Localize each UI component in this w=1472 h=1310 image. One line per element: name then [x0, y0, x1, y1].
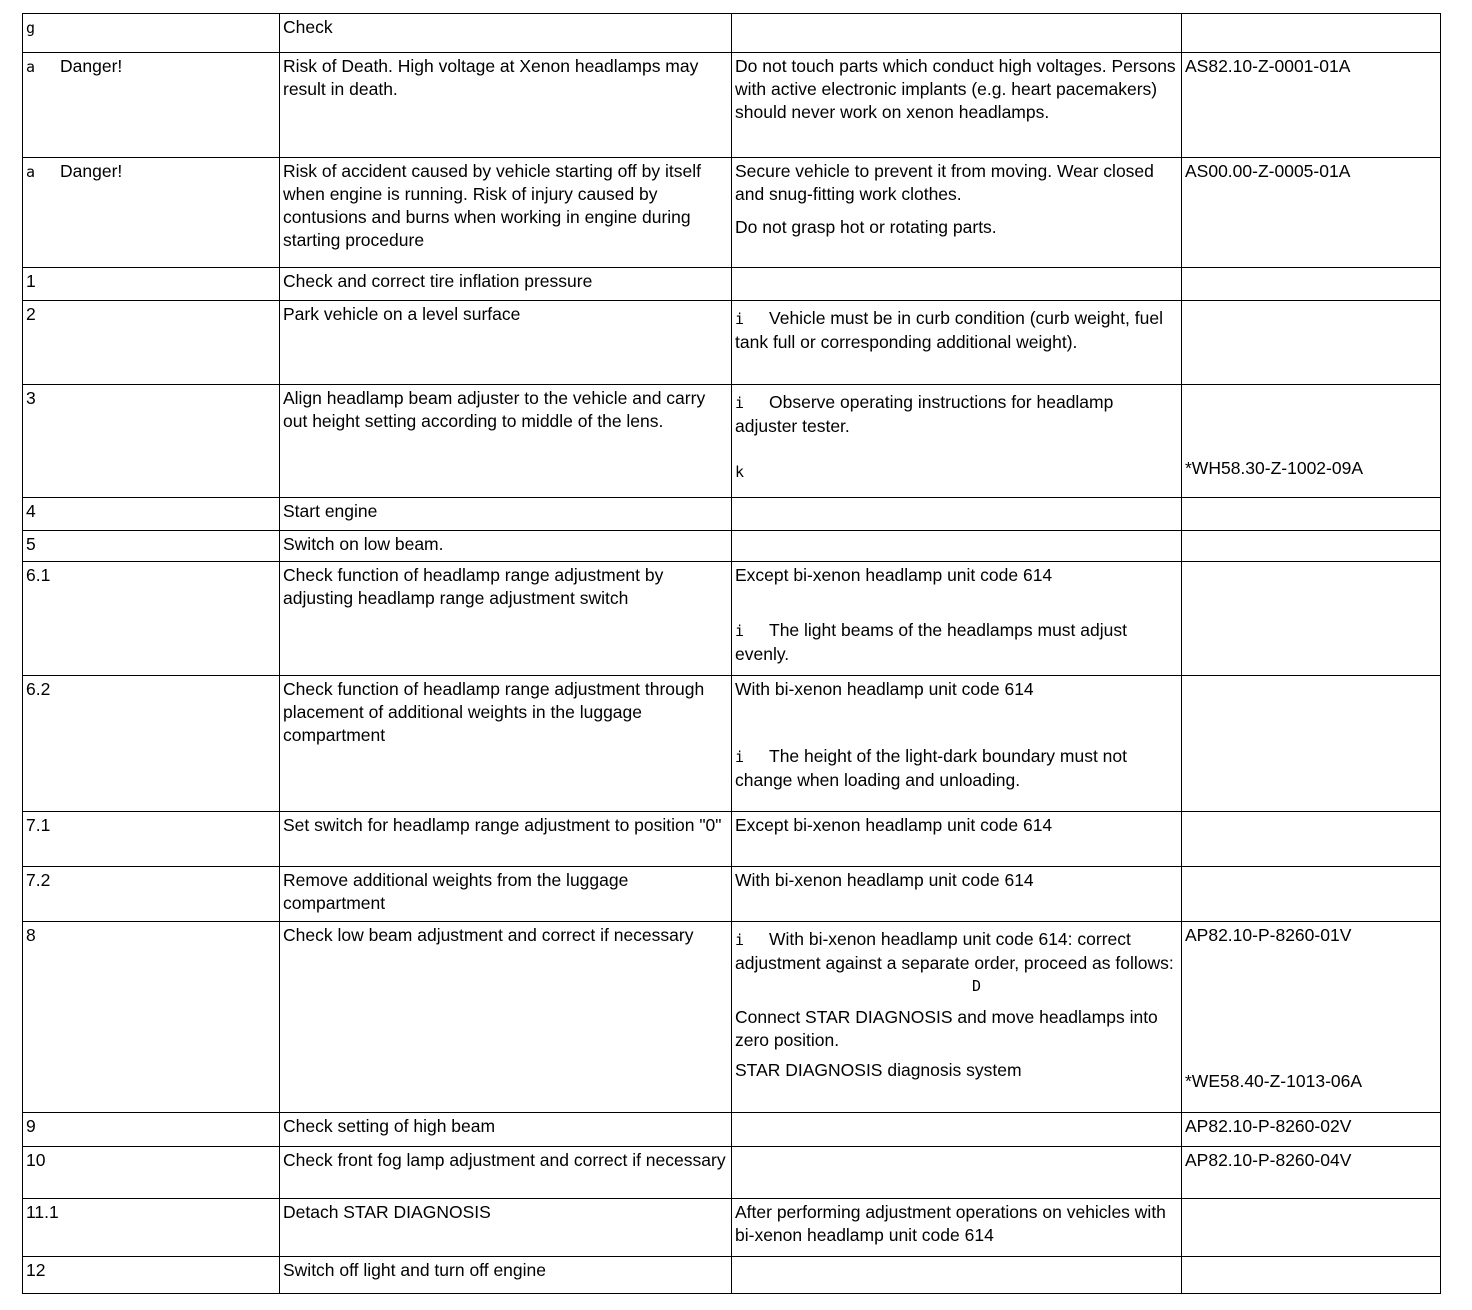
tool-icon: k — [735, 463, 745, 481]
table-row — [23, 268, 1441, 301]
diagnosis-icon: D — [971, 977, 982, 995]
step-number: 6.1 — [26, 565, 51, 585]
action-text: Start engine — [283, 501, 378, 521]
ref-cell — [1182, 1199, 1441, 1257]
action-text: Switch on low beam. — [283, 534, 444, 554]
info-text: The light beams of the headlamps must adjust evenly. — [735, 620, 1127, 664]
info-icon: i — [735, 622, 745, 640]
table-row — [23, 531, 1441, 562]
ref-cell — [1182, 498, 1441, 531]
info-text: Observe operating instructions for headlamp adjuster tester. — [735, 392, 1114, 436]
info-text: With bi-xenon headlamp unit code 614: correct adjustment against a separate order, proceed as follows: — [735, 929, 1174, 973]
action-cell — [280, 531, 732, 562]
notes-cell — [732, 812, 1182, 867]
action-text: Set switch for headlamp range adjustment to position "0" — [283, 815, 722, 835]
ref-cell — [1182, 676, 1441, 812]
danger-label: Danger! — [60, 56, 123, 76]
note-text: Connect STAR DIAGNOSIS and move headlamps into zero position. — [735, 1007, 1158, 1050]
ref-cell — [1182, 922, 1441, 1113]
table-row — [23, 1257, 1441, 1294]
info-icon: i — [735, 748, 745, 766]
step-cell — [23, 498, 280, 531]
action-cell — [280, 922, 732, 1113]
note-text: Do not grasp hot or rotating parts. — [735, 217, 997, 237]
info-icon: i — [735, 394, 745, 412]
ref-cell — [1182, 531, 1441, 562]
step-cell — [23, 922, 280, 1113]
action-cell — [280, 498, 732, 531]
step-cell — [23, 301, 280, 385]
info-icon: i — [735, 931, 745, 949]
ref-cell — [1182, 1147, 1441, 1199]
info-text: Vehicle must be in curb condition (curb weight, fuel tank full or corresponding additional weight). — [735, 308, 1163, 352]
ref-cell — [1182, 53, 1441, 158]
step-number: 11.1 — [26, 1202, 59, 1222]
notes-cell — [732, 1257, 1182, 1294]
step-cell — [23, 1113, 280, 1147]
step-number: 4 — [26, 501, 36, 521]
step-cell — [23, 53, 280, 158]
step-number: 8 — [26, 925, 36, 945]
step-cell — [23, 1199, 280, 1257]
action-cell — [280, 1147, 732, 1199]
header-title-cell — [280, 14, 732, 53]
action-cell — [280, 867, 732, 922]
note-text: After performing adjustment operations on vehicles with bi-xenon headlamp unit code 614 — [735, 1202, 1166, 1245]
header-empty-cell — [732, 14, 1182, 53]
table-row — [23, 385, 1441, 498]
info-icon: i — [735, 310, 745, 328]
action-cell — [280, 1199, 732, 1257]
step-cell — [23, 867, 280, 922]
notes-cell — [732, 385, 1182, 498]
table-row — [23, 562, 1441, 676]
notes-cell — [732, 562, 1182, 676]
notes-cell — [732, 1199, 1182, 1257]
action-cell — [280, 301, 732, 385]
ref-cell — [1182, 158, 1441, 268]
action-text: Check front fog lamp adjustment and correct if necessary — [283, 1150, 726, 1170]
reference-link[interactable]: AP82.10-P-8260-04V — [1185, 1150, 1352, 1170]
ref-cell — [1182, 268, 1441, 301]
step-cell — [23, 562, 280, 676]
step-number: 10 — [26, 1150, 46, 1170]
ref-cell — [1182, 301, 1441, 385]
step-cell — [23, 158, 280, 268]
action-cell — [280, 1113, 732, 1147]
step-number: 12 — [26, 1260, 46, 1280]
danger-label: Danger! — [60, 161, 123, 181]
action-text: Check setting of high beam — [283, 1116, 496, 1136]
note-text: Do not touch parts which conduct high voltages. Persons with active electronic implants (e.g. heart pacemakers) should never work on xenon headlamps. — [735, 56, 1176, 122]
notes-cell — [732, 268, 1182, 301]
step-cell — [23, 268, 280, 301]
action-cell — [280, 268, 732, 301]
action-text: Park vehicle on a level surface — [283, 304, 521, 324]
step-number: 6.2 — [26, 679, 51, 699]
table-row — [23, 1113, 1441, 1147]
notes-cell — [732, 922, 1182, 1113]
reference-link[interactable]: AP82.10-P-8260-01V — [1185, 925, 1352, 945]
table-row — [23, 53, 1441, 158]
step-cell — [23, 676, 280, 812]
table-row — [23, 301, 1441, 385]
header-symbol: g — [26, 19, 36, 37]
reference-link[interactable]: *WH58.30-Z-1002-09A — [1185, 458, 1363, 478]
action-text: Switch off light and turn off engine — [283, 1260, 547, 1280]
step-cell — [23, 385, 280, 498]
notes-cell — [732, 1113, 1182, 1147]
action-cell — [280, 158, 732, 268]
action-cell — [280, 676, 732, 812]
table-row — [23, 676, 1441, 812]
step-number: 2 — [26, 304, 36, 324]
action-cell — [280, 812, 732, 867]
header-empty-cell — [1182, 14, 1441, 53]
danger-icon: a — [26, 163, 36, 181]
note-text: STAR DIAGNOSIS diagnosis system — [735, 1060, 1022, 1080]
action-text: Check and correct tire inflation pressure — [283, 271, 593, 291]
reference-link[interactable]: *WE58.40-Z-1013-06A — [1185, 1071, 1363, 1091]
ref-cell — [1182, 867, 1441, 922]
step-cell — [23, 531, 280, 562]
ref-cell — [1182, 812, 1441, 867]
notes-cell — [732, 158, 1182, 268]
action-text: Check function of headlamp range adjustment by adjusting headlamp range adjustment switch — [283, 565, 664, 608]
action-text: Risk of accident caused by vehicle starting off by itself when engine is running. Risk of injury caused by contusions and burns when working in engine during starting procedure — [283, 161, 701, 250]
step-number: 7.1 — [26, 815, 51, 835]
table-header-row — [23, 14, 1441, 53]
step-cell — [23, 1147, 280, 1199]
step-cell — [23, 812, 280, 867]
action-text: Risk of Death. High voltage at Xenon headlamps may result in death. — [283, 56, 699, 99]
ref-cell — [1182, 1257, 1441, 1294]
action-cell — [280, 385, 732, 498]
table-row — [23, 498, 1441, 531]
note-text: Secure vehicle to prevent it from moving. Wear closed and snug-fitting work clothes. — [735, 161, 1154, 204]
ref-cell — [1182, 385, 1441, 498]
notes-cell — [732, 531, 1182, 562]
table-row — [23, 812, 1441, 867]
reference-link[interactable]: AP82.10-P-8260-02V — [1185, 1116, 1352, 1136]
ref-cell — [1182, 1113, 1441, 1147]
danger-icon: a — [26, 58, 36, 76]
header-symbol-cell — [23, 14, 280, 53]
action-text: Check function of headlamp range adjustment through placement of additional weights in the luggage compartment — [283, 679, 705, 745]
action-text: Align headlamp beam adjuster to the vehicle and carry out height setting according to middle of the lens. — [283, 388, 706, 431]
step-number: 3 — [26, 388, 36, 408]
table-row — [23, 867, 1441, 922]
notes-cell — [732, 301, 1182, 385]
table-row — [23, 922, 1441, 1113]
action-cell — [280, 53, 732, 158]
action-text: Detach STAR DIAGNOSIS — [283, 1202, 491, 1222]
step-cell — [23, 1257, 280, 1294]
note-text: With bi-xenon headlamp unit code 614 — [735, 679, 1034, 699]
step-number: 9 — [26, 1116, 36, 1136]
step-number: 1 — [26, 271, 36, 291]
notes-cell — [732, 867, 1182, 922]
table-row — [23, 1147, 1441, 1199]
action-cell — [280, 1257, 732, 1294]
note-text: Except bi-xenon headlamp unit code 614 — [735, 565, 1053, 585]
notes-cell — [732, 1147, 1182, 1199]
step-number: 5 — [26, 534, 36, 554]
step-number: 7.2 — [26, 870, 51, 890]
action-text: Check low beam adjustment and correct if necessary — [283, 925, 694, 945]
action-cell — [280, 562, 732, 676]
notes-cell — [732, 676, 1182, 812]
notes-cell — [732, 53, 1182, 158]
header-title: Check — [283, 17, 333, 37]
reference-link[interactable]: AS82.10-Z-0001-01A — [1185, 56, 1351, 76]
reference-link[interactable]: AS00.00-Z-0005-01A — [1185, 161, 1351, 181]
table-row — [23, 158, 1441, 268]
info-text: The height of the light-dark boundary must not change when loading and unloading. — [735, 746, 1127, 790]
ref-cell — [1182, 562, 1441, 676]
notes-cell — [732, 498, 1182, 531]
table-row — [23, 1199, 1441, 1257]
note-text: With bi-xenon headlamp unit code 614 — [735, 870, 1034, 890]
note-text: Except bi-xenon headlamp unit code 614 — [735, 815, 1053, 835]
action-text: Remove additional weights from the luggage compartment — [283, 870, 629, 913]
procedure-table — [22, 13, 1441, 1294]
